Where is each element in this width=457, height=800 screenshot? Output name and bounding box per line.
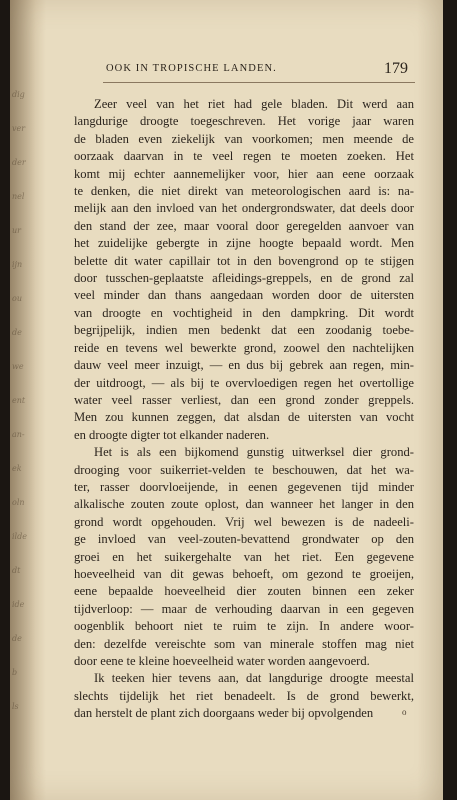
- text-line: het zuidelijke gebergte in zijne hoogte bepaald wordt. Men: [74, 236, 414, 251]
- text-line: Men zou kunnen zeggen, dat alsdan de uitersten van vocht: [74, 410, 414, 425]
- paragraph-1: [74, 96, 414, 444]
- bleed-through-fragment: an-: [12, 430, 25, 439]
- paragraph-3: [74, 670, 414, 722]
- bleed-through-fragment: ls: [12, 702, 19, 711]
- bleed-through-fragment: ijn: [12, 260, 23, 269]
- text-line: den stand der zee, maar vooral door geregelden aanvoer van: [74, 218, 414, 233]
- text-line: water veel rasser verliest, dan een grond zonder greppels.: [74, 392, 414, 407]
- running-title: OOK IN TROPISCHE LANDEN.: [106, 63, 277, 74]
- text-line: Ik teeken hier tevens aan, dat langdurige droogte meestal: [94, 671, 414, 686]
- body-text: [74, 96, 414, 723]
- paragraph-2: [74, 444, 414, 670]
- text-line: alkalische zouten zoute oplost, dan wanneer het langer in den: [74, 497, 414, 512]
- text-line: dauw veel meer inzuigt, — en dus bij gebrek aan regen, min-: [74, 358, 414, 373]
- text-line: hoeveelheid van dit gewas behoeft, om gezond te groeijen,: [74, 566, 414, 581]
- signature-mark: o: [402, 707, 407, 717]
- page-number: 179: [384, 60, 408, 77]
- text-line: den: dezelfde vereischte som van minerale stoffen mag niet: [74, 636, 414, 651]
- text-line: der uitdroogt, — als bij te overvloedigen regen het overtollige: [74, 375, 414, 390]
- bleed-through-fragment: ek: [12, 464, 22, 473]
- text-line: slechts tijdelijk het riet benadeelt. Is de grond bewerkt,: [74, 688, 414, 703]
- text-line: van droogte en vochtigheid in den dampkring. Dit wordt: [74, 305, 414, 320]
- text-line: ter, rasser doorvloeijende, in eenen gegevenen tijd minder: [74, 479, 414, 494]
- text-line: door tusschen-geplaatste afleidings-greppels, en de grond zal: [74, 271, 414, 286]
- bleed-through-fragment: de: [12, 328, 22, 337]
- page-header: [106, 60, 408, 78]
- text-line: grond wordt opgehouden. Vrij wel bewezen is de nadeeli-: [74, 514, 414, 529]
- text-line: langdurige droogte toegeschreven. Het vorige jaar waren: [74, 114, 414, 129]
- bleed-through-fragment: ur: [12, 226, 21, 235]
- text-line: de bladen even ziekelijk van voorkomen; men meende de: [74, 131, 414, 146]
- text-line: dan herstelt de plant zich doorgaans weder bij opvolgenden: [74, 706, 374, 721]
- bleed-through-fragment: ver: [12, 124, 26, 133]
- text-line: komt mij echter aannemelijker voor, hier aan eene oorzaak: [74, 166, 414, 181]
- text-line: Zeer veel van het riet had gele bladen. Dit werd aan: [94, 97, 414, 111]
- text-line: tijdverloop: — maar de verhouding daarvan in een gegeven: [74, 601, 414, 616]
- header-rule: [103, 82, 415, 83]
- bleed-through-fragment: ent: [12, 396, 26, 405]
- bleed-through-fragment: de: [12, 634, 22, 643]
- text-line: groei en het suikergehalte van het riet. Een gegevene: [74, 549, 414, 564]
- text-line: veel minder dan thans aangedaan worden door de uitersten: [74, 288, 414, 303]
- book-page: [10, 0, 443, 800]
- bleed-through-fragment: b: [12, 668, 18, 677]
- bleed-through-fragment: ilde: [12, 532, 27, 541]
- text-line: drooging voor suikerriet-velden te beschouwen, dat het wa-: [74, 462, 414, 477]
- text-line: Het is als een bijkomend gunstig uitwerksel dier grond-: [94, 445, 414, 460]
- text-line: ge invloed van veel-zouten-bevattend grondwater op den: [74, 532, 414, 547]
- bleed-through-fragment: ide: [12, 600, 25, 609]
- bleed-through-fragment: nel: [12, 192, 25, 201]
- text-line: melijk aan den invloed van het ondergrondswater, dat deels door: [74, 201, 414, 216]
- text-line: belette dit water capillair tot in den bovengrond op te stijgen: [74, 253, 414, 268]
- text-line: reide en tevens wel bewerkte grond, zoowel den nachtelijken: [74, 340, 414, 355]
- bleed-through-fragment: dig: [12, 90, 25, 99]
- bleed-through-fragment: der: [12, 158, 26, 167]
- text-line: begrijpelijk, indien men bedenkt dat een zoodanig toebe-: [74, 323, 414, 338]
- bleed-through-fragment: ou: [12, 294, 22, 303]
- text-line: oogenblik behoort niet te ruim te zijn. In andere woor-: [74, 619, 414, 634]
- bleed-through-fragment: we: [12, 362, 24, 371]
- text-line: door eene te kleine hoeveelheid water worden aangevoerd.: [74, 654, 370, 668]
- bleed-through-fragment: dt: [12, 566, 21, 575]
- text-line: oorzaak daarvan in te veel regen te moeten zoeken. Het: [74, 149, 414, 164]
- page-gutter-bleed: [10, 0, 46, 800]
- text-line: en droogte digter tot elkander naderen.: [74, 427, 270, 442]
- text-line: eene bepaalde hoeveelheid dier zouten binnen een zeker: [74, 584, 414, 599]
- bleed-through-fragment: oln: [12, 498, 25, 507]
- text-line: te denken, die niet direkt van meteorologischen aard is: na-: [74, 184, 414, 199]
